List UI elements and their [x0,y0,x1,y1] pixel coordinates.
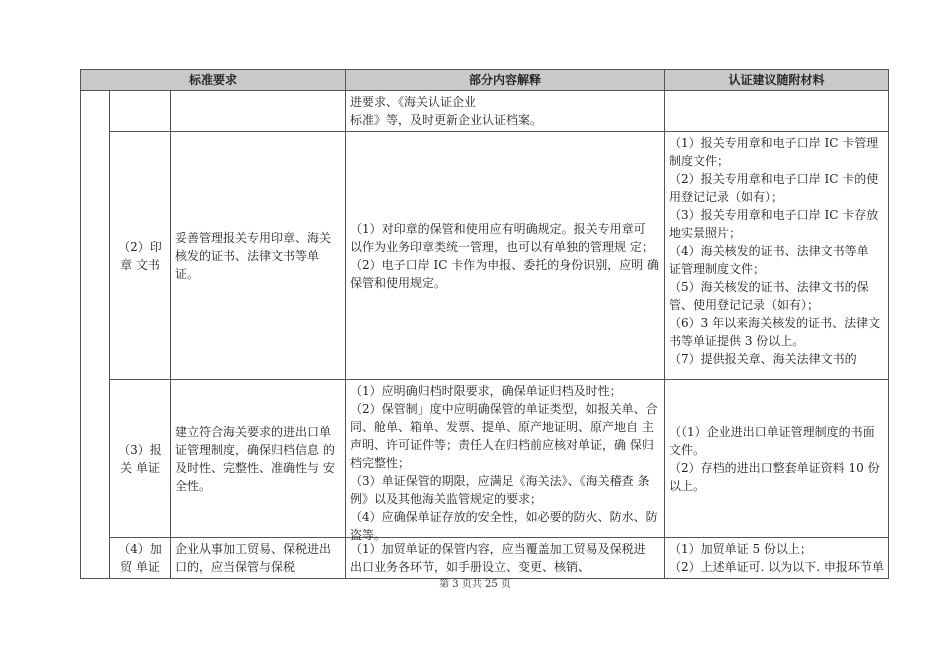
requirement-text: 企业从事加工贸易、保税进出 口的，应当保管与保税 [175,542,332,574]
explanation-line: 进要求、《海关认证企业 [350,95,477,109]
explanation-cell [346,380,665,542]
requirement-cell [171,538,346,579]
material-line: （5）海关核发的证书、法律文书的保 管、使用登记记录（如有）； [669,280,869,312]
requirement-cell: 建立符合海关要求的进出口单证管理制度，确保归档信息 的及时性、完整性、准确性与 安全性。 [171,380,346,538]
explanation-line: 标准》等，及时更新企业认证档案。 [350,113,543,127]
table-row [81,380,889,538]
explanation-line: （4）应确保单证存放的安全性，如必要的防火、防水、防盗等。 [350,510,658,542]
table-row [81,538,889,579]
page-number-footer: 第 3 页共 25 页 [439,579,511,590]
item-cell [110,538,171,579]
item-text: （4）加贸 单证 [118,542,162,574]
explanation-line: （3）单证保管的期限，应满足《海关法》、《海关稽查 条例》以及其他海关监管规定的要求； [350,474,650,506]
table-header-row [81,70,889,91]
explanation-cell [346,91,665,132]
item-cell [110,91,171,132]
requirement-cell: 妥善管理报关专用印章、海关 核发的证书、法律文书等单 证。 [171,132,346,380]
header-standard-requirements: 标准要求 [81,70,346,91]
materials-cell [665,132,889,380]
material-line: （（1）企业进出口单证管理制度的书面 文件。 [669,424,875,457]
item-cell: （2）印章 文书 [110,132,171,380]
header-content-explanation: 部分内容解释 [346,70,665,91]
material-line: （2）报关专用章和电子口岸 IC 卡的使 用登记记录（如有）； [669,172,879,204]
explanation-text: （1）加贸单证的保管内容，应当覆盖加工贸易及保税进 出口业务各环节，如手册设立、变更、核销、 [350,542,646,574]
item-cell: （3）报关 单证 [110,380,171,538]
materials-cell [665,91,889,132]
materials-cell [665,380,889,538]
material-line: （4）海关核发的证书、法律文书等单 证管理制度文件； [669,244,869,276]
requirement-cell [171,91,346,132]
materials-cell [665,538,889,579]
material-line: （6）3 年以来海关核发的证书、法律文 书等单证提供 3 份以上。 [669,316,881,348]
explanation-line: （2）保管制」度中应明确保管的单证类型，如报关单、合 同、舱单、箱单、发票、提单、原产地证明、原产地自 主声明、许可证件等；责任人在归档前应核对单证，确 保归档完整性； [350,402,658,470]
material-line: （1）报关专用章和电子口岸 IC 卡管理 制度文件； [669,136,879,168]
standards-table [80,69,889,579]
explanation-line: （2）电子口岸 IC 卡作为申报、委托的身份识别，应明 确保管和使用规定。 [350,257,660,290]
section-column [81,91,110,579]
explanation-line: （1）对印章的保管和使用应有明确规定。报关专用章可 以作为业务印章类统一管理，也可以有单独的管理规 定； [350,221,654,254]
explanation-cell [346,538,665,579]
material-line: （1）加贸单证 5 份以上； [669,542,812,556]
material-line: （3）报关专用章和电子口岸 IC 卡存放 地实景照片； [669,208,879,240]
table-row [81,132,889,380]
material-line: （2）上述单证可. 以为以下. 申报环节单 [669,560,884,574]
material-line: （2）存档的进出口整套单证资料 10 份以上。 [669,460,880,493]
material-line: （7）提供报关章、海关法律文书的 [669,352,857,366]
explanation-cell [346,132,665,380]
header-attached-materials: 认证建议随附材料 [665,70,889,91]
explanation-line: （1）应明确归档时限要求，确保单证归档及时性； [350,384,622,398]
table-row [81,91,889,132]
